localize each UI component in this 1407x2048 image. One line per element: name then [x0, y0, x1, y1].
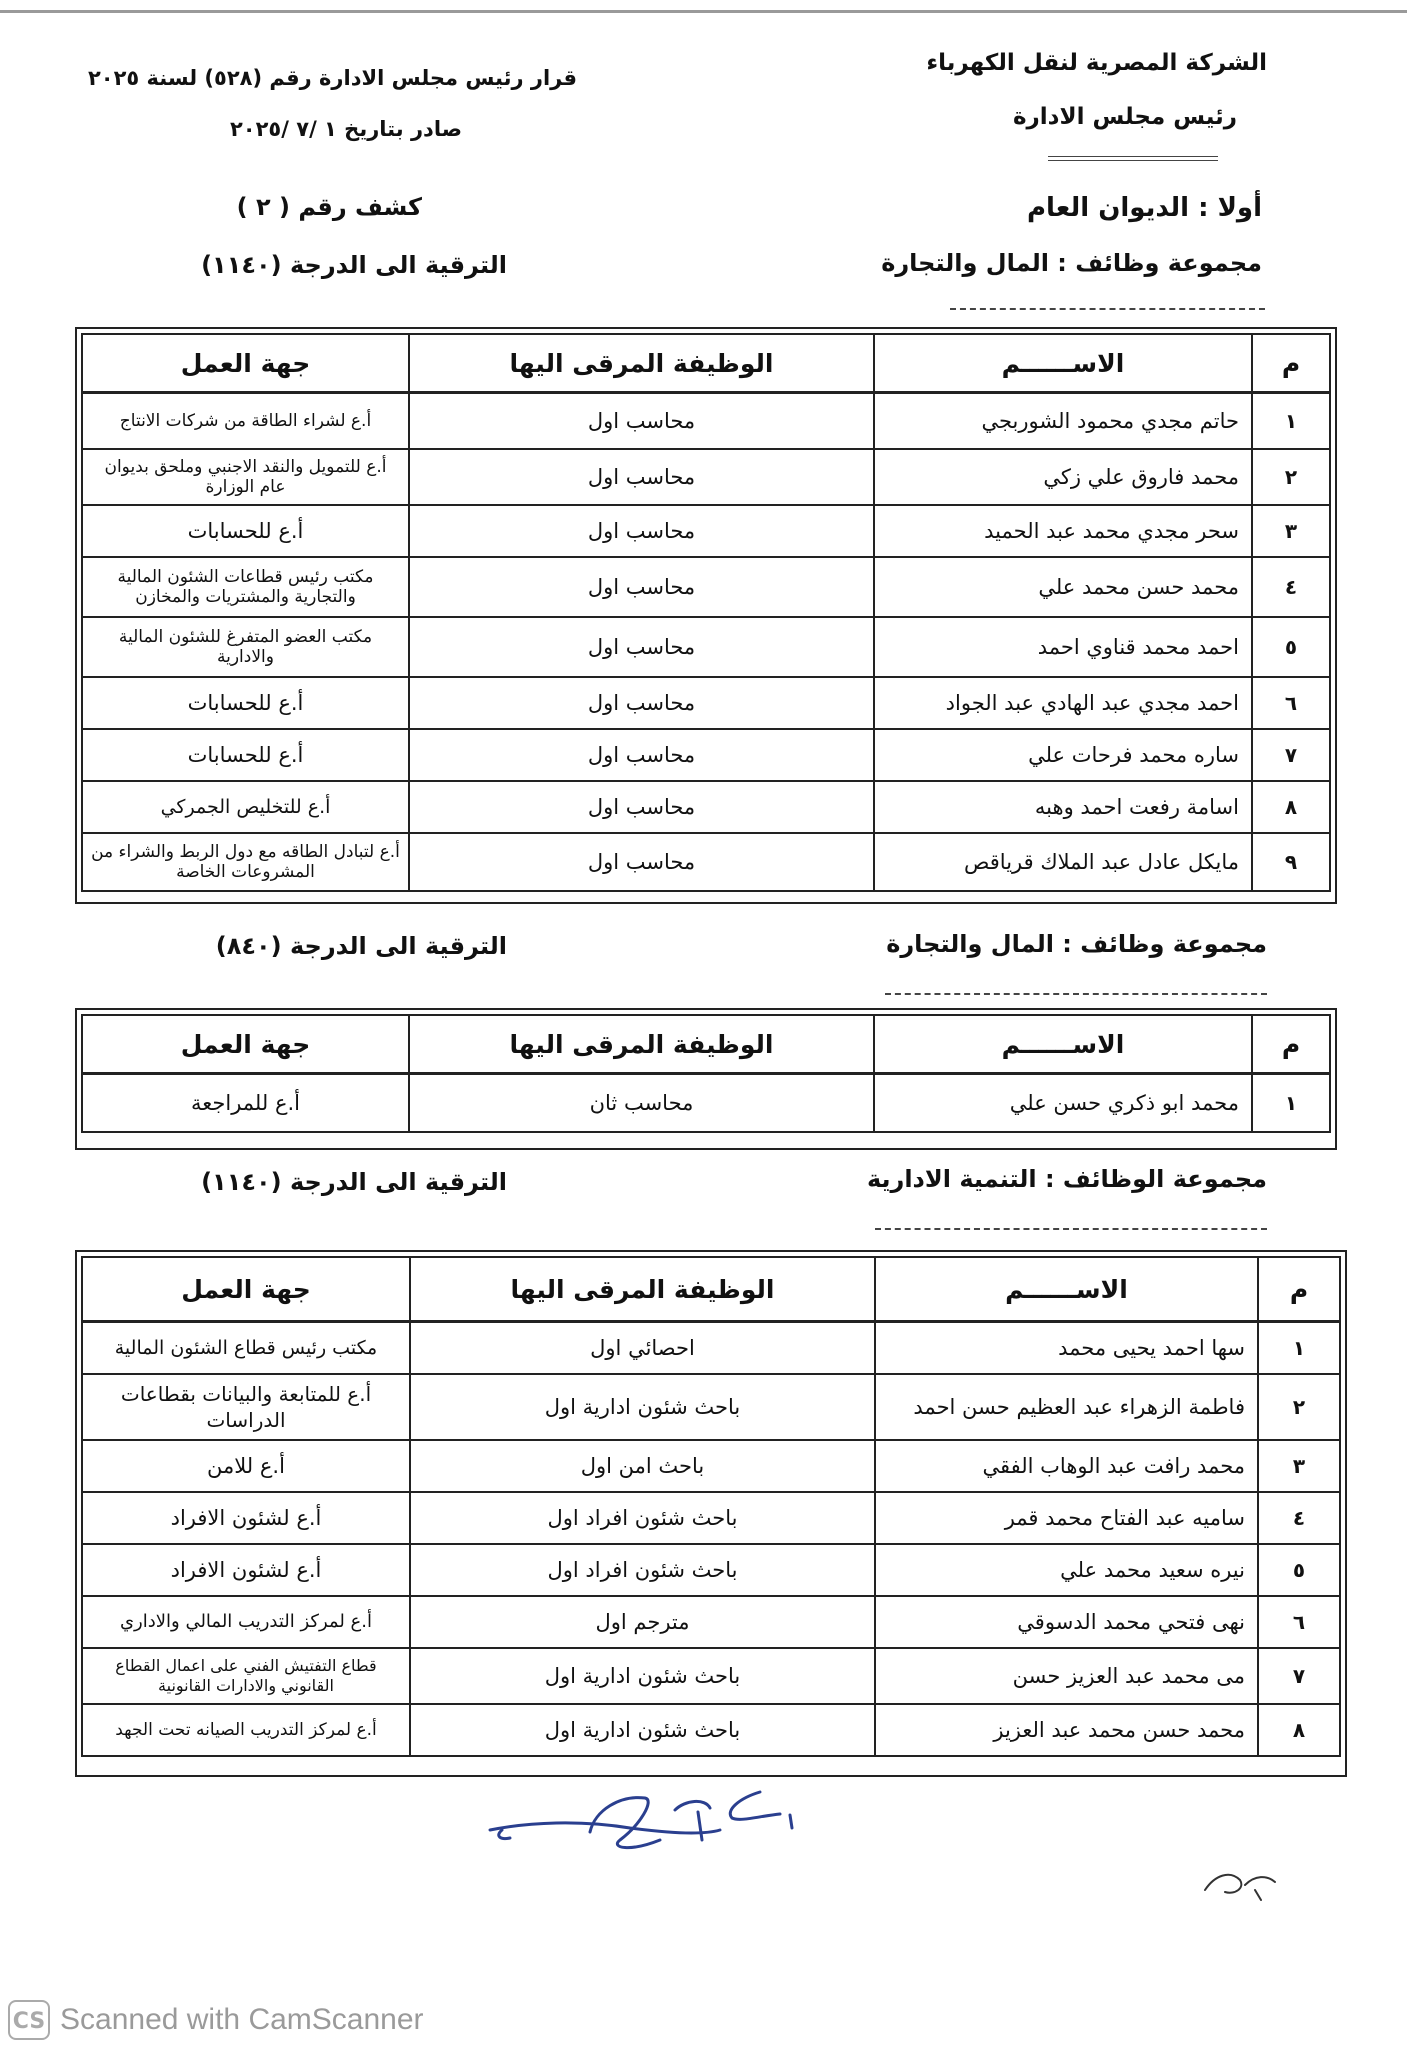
department: أ.ع للمتابعة والبيانات بقطاعات الدراسات [82, 1374, 410, 1440]
department: أ.ع للحسابات [82, 677, 409, 729]
table-row [82, 1648, 1340, 1704]
table-row [82, 729, 1330, 781]
row-num: ١ [1252, 1074, 1330, 1132]
promotion-grade-3: الترقية الى الدرجة (١١٤٠) [201, 1168, 507, 1196]
department: قطاع التفتيش الفني على اعمال القطاع القانوني والادارات القانونية [82, 1648, 410, 1704]
department: أ.ع للمراجعة [82, 1074, 409, 1132]
dash-separator-1 [950, 308, 1265, 310]
row-num: ٦ [1252, 677, 1330, 729]
job-title: باحث شئون ادارية اول [410, 1704, 875, 1756]
job-title: باحث شئون افراد اول [410, 1492, 875, 1544]
row-num: ٧ [1252, 729, 1330, 781]
employee-name: ساره محمد فرحات علي [874, 729, 1252, 781]
employee-name: اسامة رفعت احمد وهبه [874, 781, 1252, 833]
job-title: محاسب اول [409, 677, 874, 729]
employee-name: احمد مجدي عبد الهادي عبد الجواد [874, 677, 1252, 729]
row-num: ٨ [1258, 1704, 1340, 1756]
employee-name: نهى فتحي محمد الدسوقي [875, 1596, 1258, 1648]
employee-name: محمد رافت عبد الوهاب الفقي [875, 1440, 1258, 1492]
department: مكتب رئيس قطاعات الشئون المالية والتجارية والمشتريات والمخازن [82, 557, 409, 617]
employee-name: سحر مجدي محمد عبد الحميد [874, 505, 1252, 557]
job-title: باحث امن اول [410, 1440, 875, 1492]
department: أ.ع لمركز التدريب المالي والاداري [82, 1596, 410, 1648]
table-row [82, 617, 1330, 677]
employee-name: سها احمد يحيى محمد [875, 1322, 1258, 1374]
row-num: ٣ [1252, 505, 1330, 557]
employee-name: فاطمة الزهراء عبد العظيم حسن احمد [875, 1374, 1258, 1440]
table-header-row [82, 1015, 1330, 1074]
col-header-dept: جهة العمل [82, 1015, 409, 1074]
table-row [82, 677, 1330, 729]
job-title: احصائي اول [410, 1322, 875, 1374]
col-header-name: الاســــــم [874, 1015, 1252, 1074]
row-num: ٢ [1258, 1374, 1340, 1440]
group-title-2: مجموعة وظائف : المال والتجارة [886, 930, 1267, 958]
employee-name: محمد فاروق علي زكي [874, 449, 1252, 505]
table-header-row [82, 1257, 1340, 1322]
row-num: ١ [1258, 1322, 1340, 1374]
promotion-grade-1: الترقية الى الدرجة (١١٤٠) [201, 251, 507, 279]
row-num: ٥ [1252, 617, 1330, 677]
department: أ.ع للتخليص الجمركي [82, 781, 409, 833]
department: أ.ع للتمويل والنقد الاجنبي وملحق بديوان عام الوزارة [82, 449, 409, 505]
table-row [82, 1544, 1340, 1596]
department: أ.ع للامن [82, 1440, 410, 1492]
col-header-name: الاســــــم [874, 334, 1252, 393]
row-num: ٣ [1258, 1440, 1340, 1492]
col-header-dept: جهة العمل [82, 1257, 410, 1322]
row-num: ٨ [1252, 781, 1330, 833]
header-underline [1048, 156, 1218, 161]
promotion-table-3 [75, 1250, 1347, 1777]
issue-date: صادر بتاريخ ١ /٧ /٢٠٢٥ [229, 117, 462, 141]
chairman-title: رئيس مجلس الادارة [1012, 104, 1237, 130]
table-row [82, 1596, 1340, 1648]
promotion-table-1 [75, 327, 1337, 904]
row-num: ٤ [1258, 1492, 1340, 1544]
employee-name: نيره سعيد محمد علي [875, 1544, 1258, 1596]
row-num: ٢ [1252, 449, 1330, 505]
employee-name: محمد حسن محمد علي [874, 557, 1252, 617]
dash-separator-3 [875, 1228, 1267, 1230]
decision-line: قرار رئيس مجلس الادارة رقم (٥٢٨) لسنة ٢٠٢٥ [87, 66, 577, 90]
col-header-name: الاســــــم [875, 1257, 1258, 1322]
table-row [82, 1322, 1340, 1374]
job-title: محاسب ثان [409, 1074, 874, 1132]
employee-name: مى محمد عبد العزيز حسن [875, 1648, 1258, 1704]
job-title: محاسب اول [409, 393, 874, 449]
promotion-table-2 [75, 1008, 1337, 1150]
col-header-num: م [1252, 1015, 1330, 1074]
job-title: باحث شئون افراد اول [410, 1544, 875, 1596]
table-row [82, 833, 1330, 891]
initials-mark [1195, 1860, 1285, 1910]
table-row [82, 1374, 1340, 1440]
table-row [82, 1492, 1340, 1544]
department: أ.ع لشئون الافراد [82, 1492, 410, 1544]
col-header-job: الوظيفة المرقى اليها [409, 334, 874, 393]
job-title: محاسب اول [409, 617, 874, 677]
table-row [82, 1440, 1340, 1492]
department: أ.ع لشراء الطاقة من شركات الانتاج [82, 393, 409, 449]
employee-name: مايكل عادل عبد الملاك قرياقص [874, 833, 1252, 891]
department: مكتب العضو المتفرغ للشئون المالية والادارية [82, 617, 409, 677]
signature-mark [470, 1770, 850, 1880]
department: أ.ع لشئون الافراد [82, 1544, 410, 1596]
row-num: ٦ [1258, 1596, 1340, 1648]
job-title: باحث شئون ادارية اول [410, 1648, 875, 1704]
camscanner-logo: CS [8, 2000, 50, 2040]
department: أ.ع لتبادل الطاقه مع دول الربط والشراء من المشروعات الخاصة [82, 833, 409, 891]
table-row [82, 557, 1330, 617]
table-header-row [82, 334, 1330, 393]
table-row [82, 505, 1330, 557]
table-row [82, 449, 1330, 505]
job-title: باحث شئون ادارية اول [410, 1374, 875, 1440]
job-title: محاسب اول [409, 781, 874, 833]
sheet-number: كشف رقم ( ٢ ) [236, 193, 422, 221]
employee-name: محمد حسن محمد عبد العزيز [875, 1704, 1258, 1756]
employee-name: محمد ابو ذكري حسن علي [874, 1074, 1252, 1132]
row-num: ١ [1252, 393, 1330, 449]
camscanner-watermark: Scanned with CamScanner [60, 2003, 424, 2036]
row-num: ٥ [1258, 1544, 1340, 1596]
col-header-num: م [1258, 1257, 1340, 1322]
job-title: مترجم اول [410, 1596, 875, 1648]
employee-name: ساميه عبد الفتاح محمد قمر [875, 1492, 1258, 1544]
row-num: ٤ [1252, 557, 1330, 617]
group-title-1: مجموعة وظائف : المال والتجارة [881, 249, 1262, 277]
company-name: الشركة المصرية لنقل الكهرباء [926, 50, 1267, 76]
job-title: محاسب اول [409, 833, 874, 891]
section-title: أولا : الديوان العام [1026, 193, 1262, 223]
table-row [82, 1704, 1340, 1756]
col-header-job: الوظيفة المرقى اليها [409, 1015, 874, 1074]
table-row [82, 393, 1330, 449]
col-header-num: م [1252, 334, 1330, 393]
table-row [82, 1074, 1330, 1132]
row-num: ٧ [1258, 1648, 1340, 1704]
job-title: محاسب اول [409, 557, 874, 617]
table-row [82, 781, 1330, 833]
job-title: محاسب اول [409, 505, 874, 557]
department: مكتب رئيس قطاع الشئون المالية [82, 1322, 410, 1374]
job-title: محاسب اول [409, 729, 874, 781]
department: أ.ع لمركز التدريب الصيانه تحت الجهد [82, 1704, 410, 1756]
employee-name: حاتم مجدي محمود الشوربجي [874, 393, 1252, 449]
top-border-line [0, 10, 1407, 13]
dash-separator-2 [885, 993, 1267, 995]
col-header-dept: جهة العمل [82, 334, 409, 393]
group-title-3: مجموعة الوظائف : التنمية الادارية [866, 1165, 1267, 1193]
job-title: محاسب اول [409, 449, 874, 505]
row-num: ٩ [1252, 833, 1330, 891]
col-header-job: الوظيفة المرقى اليها [410, 1257, 875, 1322]
department: أ.ع للحسابات [82, 505, 409, 557]
promotion-grade-2: الترقية الى الدرجة (٨٤٠) [215, 932, 507, 960]
employee-name: احمد محمد قناوي احمد [874, 617, 1252, 677]
department: أ.ع للحسابات [82, 729, 409, 781]
